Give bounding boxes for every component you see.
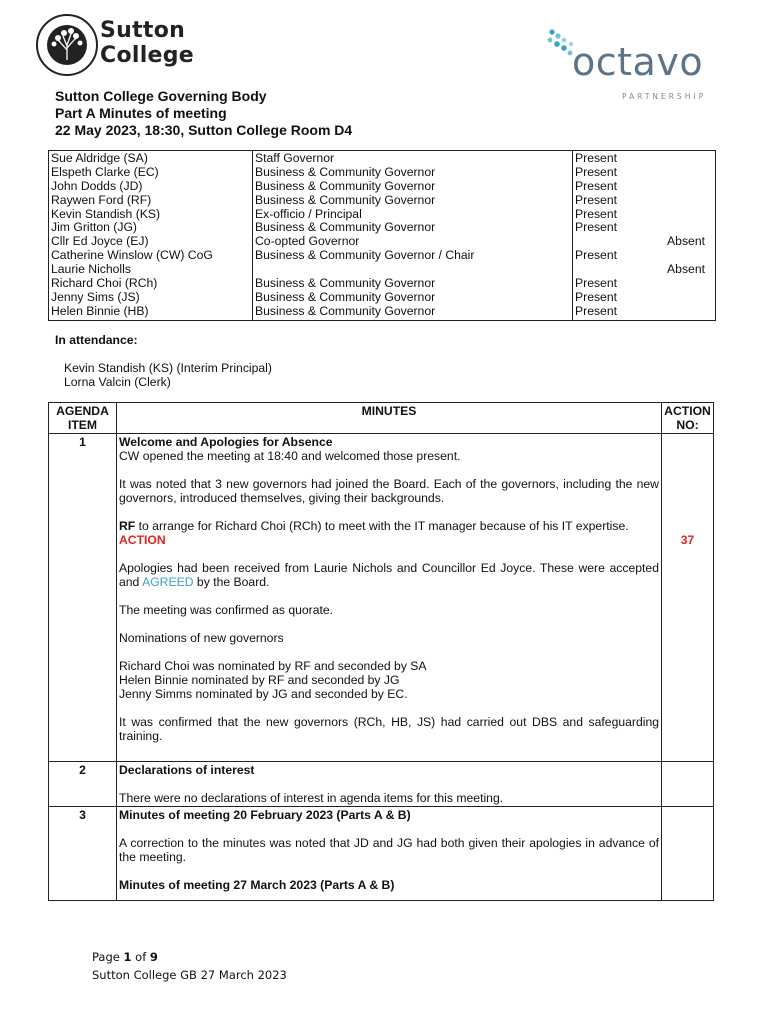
member-names-cell bbox=[49, 151, 253, 321]
status-present: Present bbox=[575, 207, 618, 221]
member-status bbox=[575, 249, 713, 263]
minutes-paragraph: It was confirmed that the new governors (RCh, HB, JS) had carried out DBS and safeguarding training. bbox=[119, 715, 659, 743]
agreed-label: AGREED bbox=[142, 575, 194, 589]
member-status bbox=[575, 194, 713, 208]
member-role: Business & Community Governor bbox=[255, 193, 436, 207]
item-heading bbox=[119, 808, 659, 822]
member-name: Sue Aldridge (SA) bbox=[51, 152, 148, 165]
attendance-section bbox=[55, 333, 272, 389]
title-line-1: Sutton College Governing Body bbox=[55, 88, 267, 104]
status-present: Present bbox=[575, 249, 618, 263]
action-paragraph bbox=[119, 519, 659, 547]
action-label: ACTION bbox=[119, 533, 166, 547]
agenda-number: 3 bbox=[49, 807, 117, 901]
item-heading-text: Minutes of meeting 20 February 2023 (Parts A & B) bbox=[119, 808, 411, 822]
minutes-table bbox=[48, 402, 714, 901]
member-status bbox=[575, 291, 713, 305]
page-of: of bbox=[135, 950, 147, 964]
minutes-paragraph: Nominations of new governors bbox=[119, 631, 284, 645]
status-present: Present bbox=[575, 304, 618, 318]
attendance-heading: In attendance: bbox=[55, 333, 138, 347]
member-name: Elspeth Clarke (EC) bbox=[51, 165, 159, 179]
member-name: John Dodds (JD) bbox=[51, 179, 143, 193]
minutes-cell bbox=[117, 762, 662, 807]
status-present: Present bbox=[575, 277, 618, 291]
agenda-item-header bbox=[49, 403, 117, 434]
status-present: Present bbox=[575, 221, 618, 235]
minutes-cell bbox=[117, 807, 662, 901]
member-role: Business & Community Governor bbox=[255, 277, 436, 291]
status-present: Present bbox=[575, 179, 618, 193]
agenda-number: 1 bbox=[49, 434, 117, 762]
sutton-college-logo bbox=[36, 14, 196, 80]
member-status bbox=[575, 208, 713, 222]
member-status bbox=[575, 180, 713, 194]
status-present: Present bbox=[575, 193, 618, 207]
page-current: 1 bbox=[123, 950, 132, 964]
item-heading-text: Declarations of interest bbox=[119, 763, 255, 777]
attendance-item: Lorna Valcin (Clerk) bbox=[64, 375, 171, 389]
member-status bbox=[575, 166, 713, 180]
member-role: Business & Community Governor bbox=[255, 165, 436, 179]
nominations-paragraph bbox=[119, 659, 659, 701]
member-name: Helen Binnie (HB) bbox=[51, 304, 149, 318]
member-name: Richard Choi (RCh) bbox=[51, 277, 158, 291]
minutes-paragraph: CW opened the meeting at 18:40 and welcomed those present. bbox=[119, 449, 461, 463]
member-name: Laurie Nicholls bbox=[51, 263, 131, 277]
action-no-cell bbox=[662, 434, 714, 762]
member-role bbox=[255, 263, 570, 277]
nomination-line: Richard Choi was nominated by RF and seconded by SA bbox=[119, 659, 427, 673]
member-role: Business & Community Governor bbox=[255, 221, 436, 235]
status-present: Present bbox=[575, 290, 618, 304]
member-status-cell bbox=[573, 151, 716, 321]
agenda-item-header-text: AGENDA ITEM bbox=[56, 404, 109, 432]
member-name: Catherine Winslow (CW) CoG bbox=[51, 249, 213, 263]
action-initials: RF bbox=[119, 519, 136, 533]
table-row bbox=[49, 434, 714, 762]
member-role: Co-opted Governor bbox=[255, 235, 360, 249]
member-roles-cell bbox=[253, 151, 573, 321]
action-text: to arrange for Richard Choi (RCh) to meet with the IT manager because of his IT expertise. bbox=[135, 519, 629, 533]
status-present: Present bbox=[575, 152, 618, 165]
action-no-cell bbox=[662, 762, 714, 807]
apologies-text: Apologies had been received from Laurie Nichols and Councillor Ed Joyce. These were accepted and bbox=[119, 561, 659, 589]
item-heading bbox=[119, 763, 659, 777]
title-line-2: Part A Minutes of meeting bbox=[55, 105, 227, 121]
minutes-cell bbox=[117, 434, 662, 762]
member-name: Kevin Standish (KS) bbox=[51, 207, 161, 221]
minutes-paragraph: It was noted that 3 new governors had joined the Board. Each of the governors, including the new governors, introduced themselves, giving their backgrounds. bbox=[119, 477, 659, 505]
nomination-line: Helen Binnie nominated by RF and seconded by JG bbox=[119, 673, 400, 687]
member-name: Cllr Ed Joyce (EJ) bbox=[51, 235, 149, 249]
member-role: Business & Community Governor bbox=[255, 304, 436, 318]
member-status bbox=[575, 235, 713, 249]
table-row bbox=[49, 762, 714, 807]
minutes-header bbox=[117, 403, 662, 434]
minutes-paragraph: There were no declarations of interest in agenda items for this meeting. bbox=[119, 791, 504, 805]
action-number: 37 bbox=[680, 533, 695, 547]
member-role: Business & Community Governor bbox=[255, 290, 436, 304]
page-total: 9 bbox=[149, 950, 158, 964]
member-status bbox=[575, 263, 713, 277]
document-title bbox=[55, 88, 352, 139]
members-table bbox=[48, 150, 716, 321]
member-status bbox=[575, 152, 713, 166]
member-status bbox=[575, 277, 713, 291]
minutes-paragraph: A correction to the minutes was noted that JD and JG had both given their apologies in advance of the meeting. bbox=[119, 836, 659, 864]
title-line-3: 22 May 2023, 18:30, Sutton College Room D4 bbox=[55, 122, 353, 138]
nomination-line: Jenny Simms nominated by JG and seconded by EC. bbox=[119, 687, 408, 701]
action-no-cell bbox=[662, 807, 714, 901]
item-heading: Welcome and Apologies for Absence bbox=[119, 435, 333, 449]
status-absent: Absent bbox=[667, 263, 705, 277]
agenda-number: 2 bbox=[49, 762, 117, 807]
member-status bbox=[575, 305, 713, 319]
member-name: Jenny Sims (JS) bbox=[51, 290, 140, 304]
member-role: Ex-officio / Principal bbox=[255, 207, 362, 221]
college-seal-icon bbox=[36, 14, 98, 76]
status-present: Present bbox=[575, 165, 618, 179]
minutes-header-text: MINUTES bbox=[361, 404, 417, 418]
apologies-end: by the Board. bbox=[193, 575, 270, 589]
logo-line-college: College bbox=[100, 43, 195, 68]
attendance-item: Kevin Standish (KS) (Interim Principal) bbox=[64, 361, 272, 375]
logo-line-sutton: Sutton bbox=[100, 18, 186, 43]
document-reference: Sutton College GB 27 March 2023 bbox=[92, 968, 287, 982]
member-role: Business & Community Governor / Chair bbox=[255, 249, 475, 263]
member-name: Jim Gritton (JG) bbox=[51, 221, 137, 235]
page-footer bbox=[92, 948, 287, 984]
minutes-paragraph: The meeting was confirmed as quorate. bbox=[119, 603, 334, 617]
action-no-header bbox=[662, 403, 714, 434]
page-word: Page bbox=[92, 950, 120, 964]
member-role: Business & Community Governor bbox=[255, 179, 436, 193]
table-row bbox=[49, 807, 714, 901]
member-name: Raywen Ford (RF) bbox=[51, 193, 152, 207]
member-role: Staff Governor bbox=[255, 152, 335, 165]
octavo-subtitle: PARTNERSHIP bbox=[622, 92, 707, 101]
member-status bbox=[575, 221, 713, 235]
octavo-wordmark: octavo bbox=[572, 40, 704, 84]
status-absent: Absent bbox=[667, 235, 705, 249]
page-number bbox=[92, 948, 287, 966]
action-no-header-text: ACTION NO: bbox=[664, 404, 711, 432]
minutes-paragraph bbox=[119, 561, 659, 589]
item-subheading: Minutes of meeting 27 March 2023 (Parts A & B) bbox=[119, 878, 395, 892]
octavo-partnership-logo bbox=[546, 22, 716, 101]
